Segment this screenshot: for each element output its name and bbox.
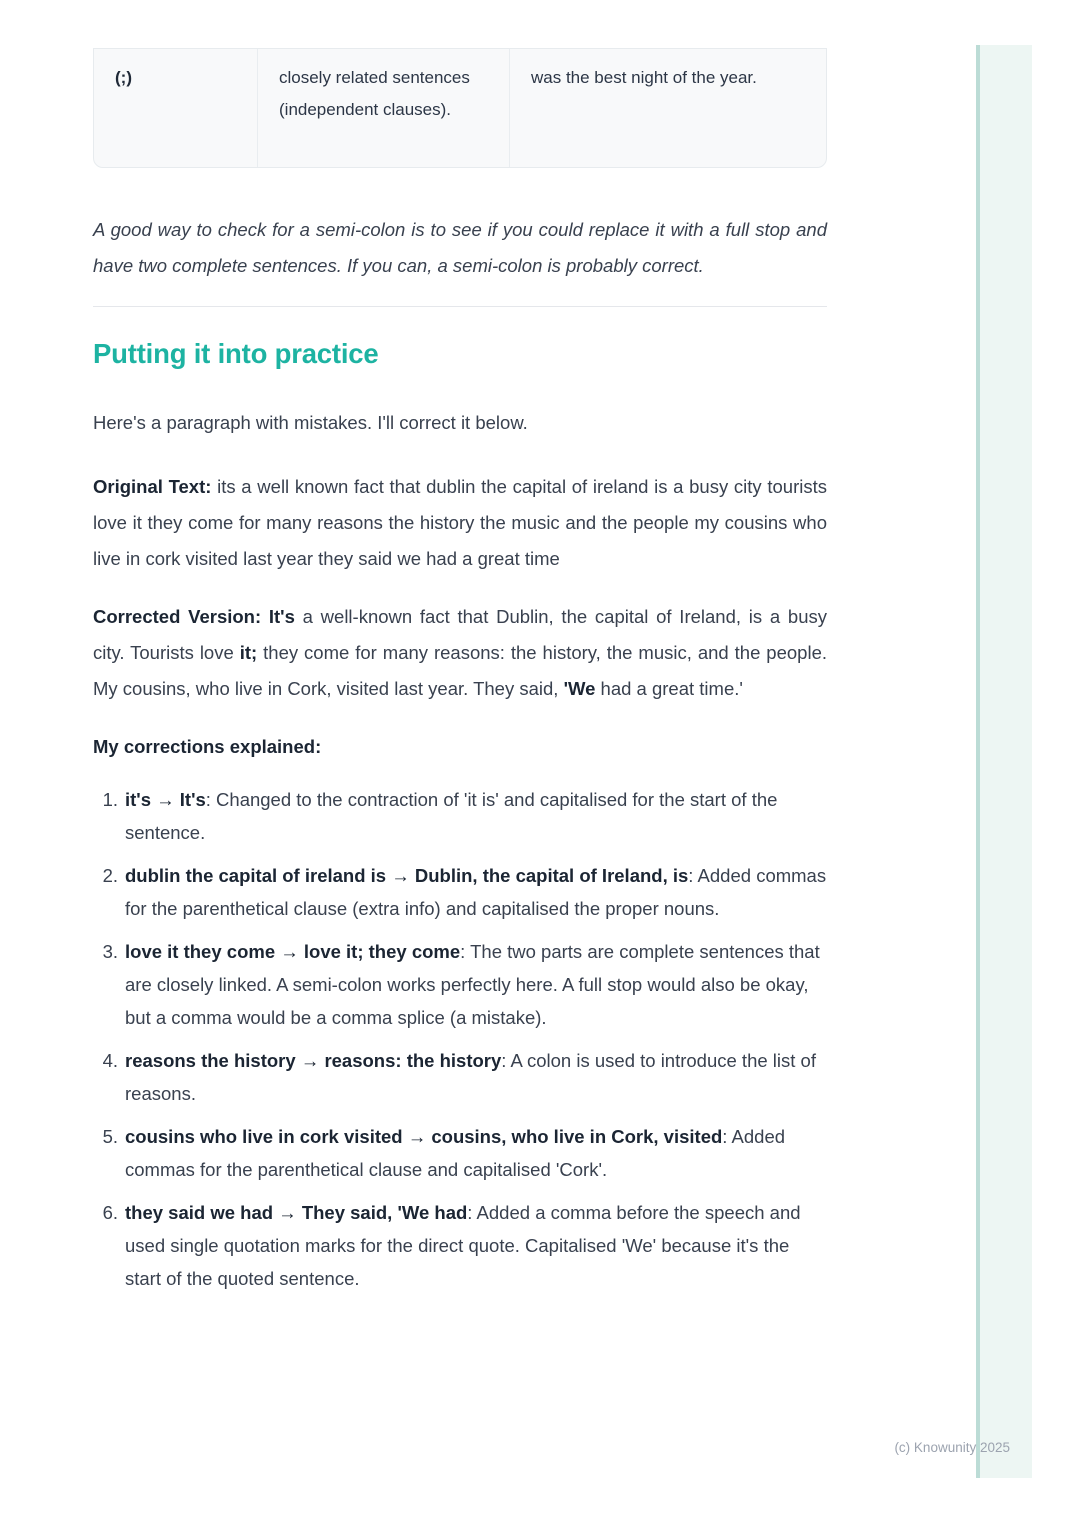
corrections-explained-label: My corrections explained:	[93, 736, 322, 757]
list-item-explanation: : A colon is used to introduce the list of reasons.	[125, 1050, 816, 1104]
list-item-correction: cousins who live in cork visited → cousins, who live in Cork, visited	[125, 1126, 723, 1147]
list-item-number: 3.	[102, 941, 118, 962]
punctuation-table	[93, 48, 827, 168]
list-item	[93, 859, 827, 925]
section-heading: Putting it into practice	[93, 338, 379, 369]
table-cell-symbol: (;)	[115, 68, 132, 87]
list-item-explanation: : Added commas for the parenthetical clause (extra info) and capitalised the proper nouns.	[125, 865, 827, 919]
list-item-number: 5.	[102, 1126, 118, 1147]
list-item	[93, 1120, 827, 1186]
list-item-explanation: : Added commas for the parenthetical clause and capitalised 'Cork'.	[125, 1126, 786, 1180]
corrected-segment: a well-known fact that Dublin, the capital of Ireland, is a busy city. Tourists love	[93, 606, 827, 663]
original-text-label: Original Text:	[93, 476, 212, 497]
list-item-number: 4.	[102, 1050, 118, 1071]
original-text-paragraph	[93, 469, 827, 577]
list-item	[93, 1196, 827, 1295]
list-item-number: 6.	[102, 1202, 118, 1223]
list-item	[93, 783, 827, 849]
intro-paragraph: Here's a paragraph with mistakes. I'll correct it below.	[93, 412, 528, 433]
list-item-correction: they said we had → They said, 'We had	[125, 1202, 468, 1223]
list-item-correction: it's → It's	[125, 789, 206, 810]
document-content	[93, 0, 827, 1295]
list-item-explanation: : Added a comma before the speech and used single quotation marks for the direct quote. Capitalised 'We' because it's the start of the quoted sentence.	[125, 1202, 801, 1289]
list-item-correction: love it they come → love it; they come	[125, 941, 461, 962]
semi-colon-tip-paragraph: A good way to check for a semi-colon is to see if you could replace it with a full stop and have two complete sentences. If you can, a semi-colon is probably correct.	[93, 219, 827, 276]
list-item-text	[125, 1196, 827, 1295]
table-cell-usage: closely related sentences (independent clauses).	[257, 49, 509, 167]
original-text-body: its a well known fact that dublin the capital of ireland is a busy city tourists love it they come for many reasons the history the music and the people my cousins who live in cork visited last year they said we had a great time	[93, 476, 827, 569]
table-cell-example: was the best night of the year.	[509, 49, 826, 167]
list-item-text	[125, 1120, 827, 1186]
page-edge-decoration	[976, 45, 1032, 1478]
list-item-number: 1.	[102, 789, 118, 810]
corrected-segment-bold: Corrected Version: It's	[93, 606, 295, 627]
list-item-correction: reasons the history → reasons: the history	[125, 1050, 502, 1071]
copyright-notice: (c) Knowunity 2025	[894, 1440, 1010, 1455]
list-item-number: 2.	[102, 865, 118, 886]
corrections-list	[93, 783, 827, 1295]
list-item-explanation: : The two parts are complete sentences that are closely linked. A semi-colon works perfectly here. A full stop would also be okay, but a comma would be a comma splice (a mistake).	[125, 941, 820, 1028]
section-divider	[93, 306, 827, 307]
corrected-segment: they come for many reasons: the history, the music, and the people. My cousins, who live in Cork, visited last year. They said,	[93, 642, 827, 699]
corrected-segment-bold: it;	[239, 642, 258, 663]
list-item-explanation: : Changed to the contraction of 'it is' and capitalised for the start of the sentence.	[125, 789, 778, 843]
list-item-correction: dublin the capital of ireland is → Dublin, the capital of Ireland, is	[125, 865, 689, 886]
corrected-segment: had a great time.'	[595, 678, 743, 699]
list-item-text	[125, 935, 827, 1034]
list-item	[93, 1044, 827, 1110]
list-item-text	[125, 859, 827, 925]
list-item-text	[125, 1044, 827, 1110]
list-item	[93, 935, 827, 1034]
corrected-version-paragraph	[93, 599, 827, 707]
corrected-segment-bold: 'We	[563, 678, 596, 699]
list-item-text	[125, 783, 827, 849]
